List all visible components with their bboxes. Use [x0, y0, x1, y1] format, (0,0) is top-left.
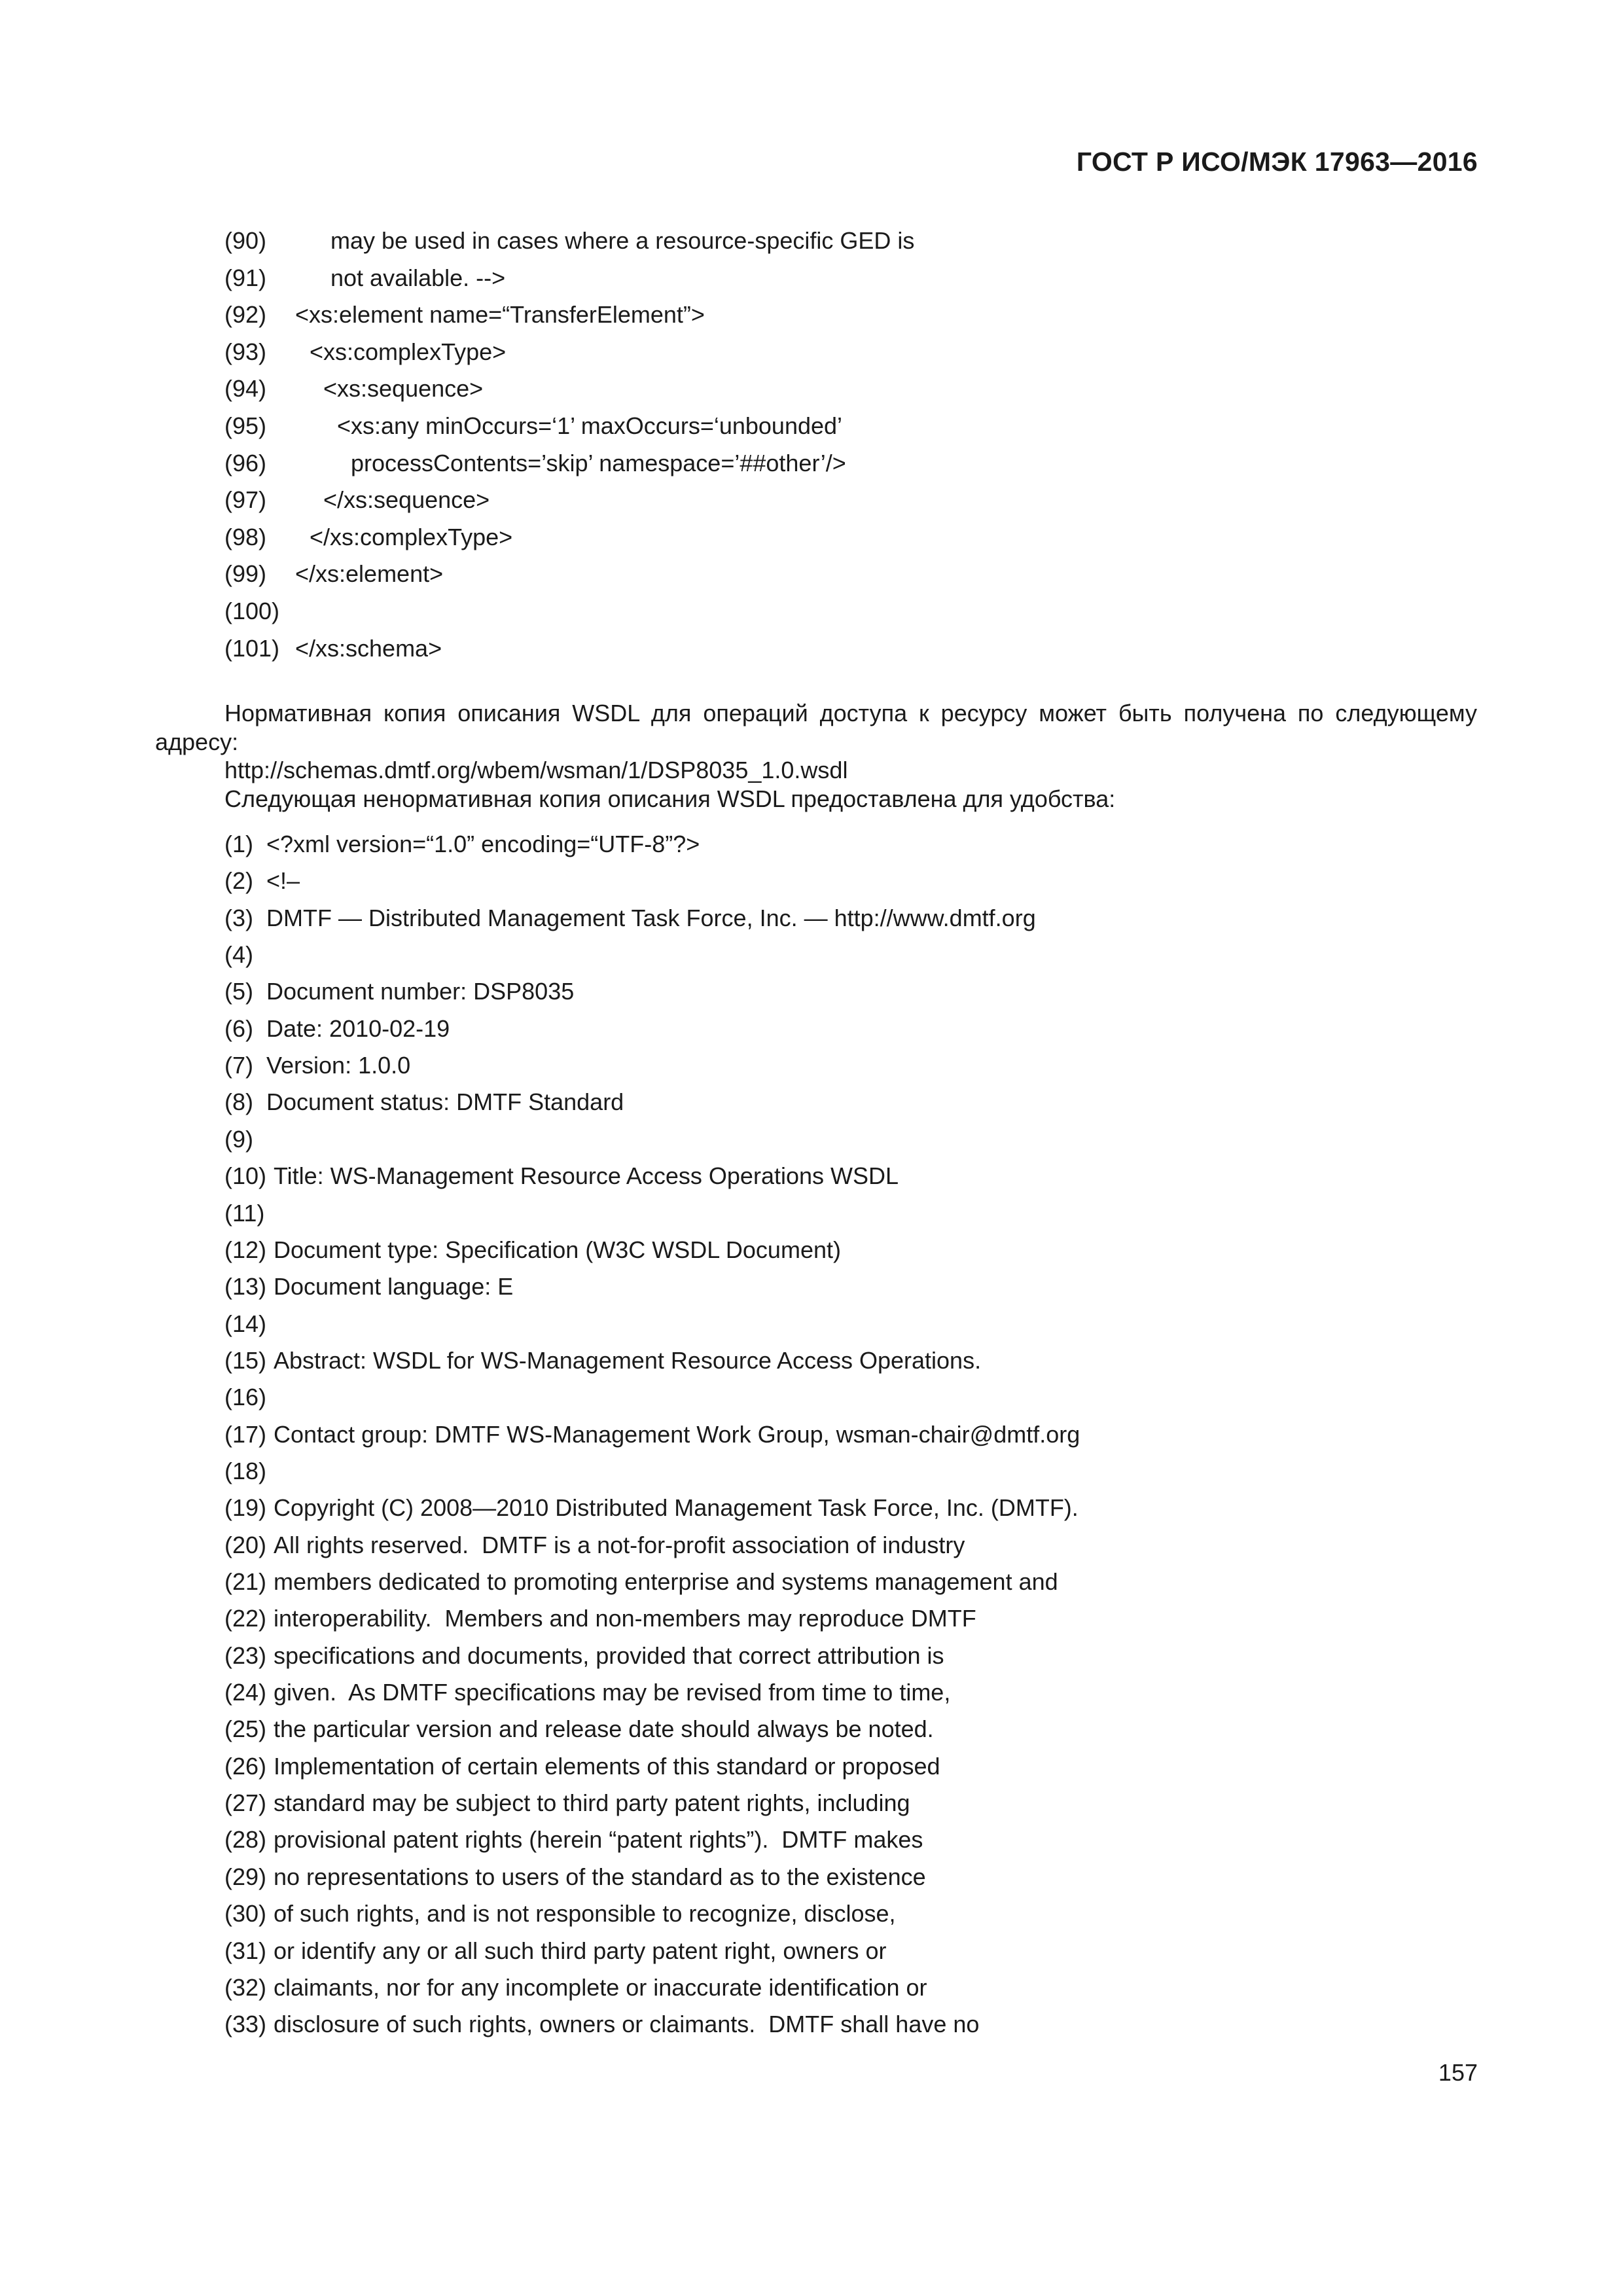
line-number: (90) [224, 227, 267, 254]
line-number: (23) [224, 1641, 267, 1669]
normative-url: http://schemas.dmtf.org/wbem/wsman/1/DSP8035_1.0.wsdl [224, 757, 848, 783]
code-text: specifications and documents, provided that correct attribution is [274, 1641, 944, 1669]
line-number: (24) [224, 1679, 267, 1706]
line-number: (21) [224, 1568, 267, 1595]
code-text: may be used in cases where a resource-specific GED is [330, 227, 915, 254]
page-number: 157 [1438, 2059, 1478, 2086]
line-number: (10) [224, 1162, 267, 1190]
normative-paragraph: Нормативная копия описания WSDL для операций доступа к ресурсу может быть получена по следующему адресу: [155, 700, 1477, 755]
line-number: (95) [224, 412, 267, 439]
line-number: (19) [224, 1494, 267, 1522]
informative-intro: Следующая ненормативная копия описания WSDL предоставлена для удобства: [224, 785, 1116, 812]
code-text: Contact group: DMTF WS-Management Work Group, wsman-chair@dmtf.org [274, 1420, 1080, 1448]
line-number: (2) [224, 867, 253, 895]
code-text: <xs:sequence> [323, 375, 484, 403]
line-number: (97) [224, 486, 267, 514]
code-text: Title: WS-Management Resource Access Operations WSDL [274, 1162, 899, 1190]
code-text: of such rights, and is not responsible to recognize, disclose, [274, 1900, 896, 1928]
line-number: (28) [224, 1826, 267, 1854]
code-text: Document status: DMTF Standard [266, 1088, 624, 1116]
line-number: (9) [224, 1125, 253, 1153]
line-number: (4) [224, 941, 253, 969]
code-text: DMTF — Distributed Management Task Force, Inc. — http://www.dmtf.org [266, 904, 1036, 931]
line-number: (11) [224, 1199, 265, 1227]
line-number: (22) [224, 1605, 267, 1632]
code-text: <!– [266, 867, 300, 895]
code-text: Implementation of certain elements of this standard or proposed [274, 1752, 940, 1780]
line-number: (29) [224, 1863, 267, 1890]
line-number: (8) [224, 1088, 253, 1116]
code-text: no representations to users of the standard as to the existence [274, 1863, 926, 1890]
line-number: (100) [224, 598, 280, 624]
code-text: Document type: Specification (W3C WSDL Document) [274, 1236, 841, 1263]
line-number: (16) [224, 1384, 267, 1411]
code-text: disclosure of such rights, owners or claimants. DMTF shall have no [274, 2011, 980, 2038]
code-text: given. As DMTF specifications may be revised from time to time, [274, 1679, 951, 1706]
line-number: (93) [224, 338, 267, 365]
line-number: (18) [224, 1457, 267, 1484]
code-text: members dedicated to promoting enterprise and systems management and [274, 1568, 1058, 1595]
line-number: (5) [224, 978, 253, 1005]
code-text: Copyright (C) 2008—2010 Distributed Management Task Force, Inc. (DMTF). [274, 1494, 1079, 1522]
line-number: (20) [224, 1531, 267, 1558]
line-number: (3) [224, 904, 253, 931]
code-text: Document number: DSP8035 [266, 978, 575, 1005]
code-text: Date: 2010-02-19 [266, 1014, 450, 1042]
line-number: (33) [224, 2011, 267, 2038]
code-text: not available. --> [330, 264, 506, 291]
code-text: provisional patent rights (herein “patent rights”). DMTF makes [274, 1826, 923, 1854]
line-number: (26) [224, 1752, 267, 1780]
code-text: </xs:schema> [295, 634, 442, 662]
line-number: (6) [224, 1014, 253, 1042]
line-number: (1) [224, 831, 253, 857]
code-text: claimants, nor for any incomplete or inaccurate identification or [274, 1973, 927, 2001]
code-text: </xs:complexType> [310, 523, 513, 550]
line-number: (98) [224, 523, 267, 550]
code-text: Version: 1.0.0 [266, 1052, 411, 1079]
line-number: (27) [224, 1789, 267, 1817]
code-text: the particular version and release date should always be noted. [274, 1715, 934, 1743]
code-text: Abstract: WSDL for WS-Management Resource Access Operations. [274, 1346, 982, 1374]
code-text: <xs:complexType> [310, 338, 507, 365]
line-number: (94) [224, 375, 267, 403]
line-number: (12) [224, 1236, 267, 1263]
code-text: standard may be subject to third party patent rights, including [274, 1789, 910, 1817]
code-text: interoperability. Members and non-members may reproduce DMTF [274, 1605, 976, 1632]
line-number: (30) [224, 1900, 267, 1928]
code-text: All rights reserved. DMTF is a not-for-profit association of industry [274, 1531, 965, 1558]
code-text: </xs:element> [295, 560, 444, 588]
line-number: (101) [224, 634, 280, 662]
code-text: <xs:element name=“TransferElement”> [295, 301, 705, 329]
line-number: (92) [224, 301, 267, 329]
code-text: <xs:any minOccurs=‘1’ maxOccurs=‘unbounded’ [337, 412, 843, 439]
standard-header: ГОСТ Р ИСО/МЭК 17963—2016 [1076, 147, 1478, 177]
code-text: or identify any or all such third party patent right, owners or [274, 1937, 887, 1964]
line-number: (13) [224, 1273, 267, 1300]
line-number: (32) [224, 1973, 267, 2001]
line-number: (14) [224, 1310, 267, 1337]
line-number: (15) [224, 1346, 267, 1374]
line-number: (99) [224, 560, 267, 588]
code-text: <?xml version=“1.0” encoding=“UTF-8”?> [266, 831, 700, 857]
line-number: (25) [224, 1715, 267, 1743]
line-number: (7) [224, 1052, 253, 1079]
line-number: (17) [224, 1420, 267, 1448]
line-number: (96) [224, 449, 267, 476]
code-text: </xs:sequence> [323, 486, 490, 514]
line-number: (31) [224, 1937, 267, 1964]
code-text: Document language: E [274, 1273, 514, 1300]
line-number: (91) [224, 264, 267, 291]
code-text: processContents=’skip’ namespace=’##other’/> [351, 449, 846, 476]
